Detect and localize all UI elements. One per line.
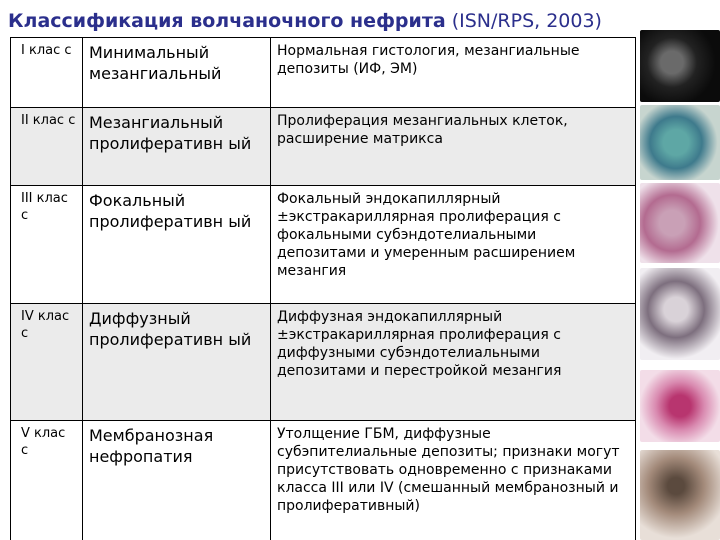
class-description-cell: Нормальная гистология, мезангиальные депозиты (ИФ, ЭМ) (271, 38, 636, 108)
classification-table (10, 37, 636, 540)
histology-micrograph-icon (640, 105, 720, 180)
histology-micrograph-icon (640, 30, 720, 102)
table-row (11, 421, 636, 540)
table-row (11, 108, 636, 186)
class-name-cell: Минимальный мезангиальный (83, 38, 271, 108)
table-row (11, 304, 636, 421)
histology-micrograph-icon (640, 183, 720, 263)
histology-micrograph-icon (640, 450, 720, 540)
class-cell: III клас с (11, 186, 83, 304)
class-description-cell: Утолщение ГБМ, диффузные субэпителиальные депозиты; признаки могут присутствовать одновременно с признаками класса III или IV (смешанный мембранозный и пролиферативный) (271, 421, 636, 540)
class-cell: IV клас с (11, 304, 83, 421)
class-name-cell: Фокальный пролиферативн ый (83, 186, 271, 304)
table-row (11, 38, 636, 108)
title-source: (ISN/RPS, 2003) (451, 10, 602, 32)
slide-title (8, 6, 720, 36)
title-main: Классификация волчаночного нефрита (8, 10, 446, 32)
class-name-cell: Диффузный пролиферативн ый (83, 304, 271, 421)
class-cell: I клас с (11, 38, 83, 108)
class-description-cell: Пролиферация мезангиальных клеток, расширение матрикса (271, 108, 636, 186)
histology-micrograph-icon (640, 268, 720, 360)
class-cell: V клас с (11, 421, 83, 540)
table-row (11, 186, 636, 304)
class-name-cell: Мезангиальный пролиферативн ый (83, 108, 271, 186)
class-description-cell: Фокальный эндокапиллярный ±экстракариллярная пролиферация с фокальными субэндотелиальными депозитами и умеренным расширением мезангия (271, 186, 636, 304)
class-name-cell: Мембранозная нефропатия (83, 421, 271, 540)
histology-micrograph-icon (640, 370, 720, 442)
class-description-cell: Диффузная эндокапиллярный ±экстракариллярная пролиферация с диффузными субэндотелиальными депозитами и перестройкой мезангия (271, 304, 636, 421)
class-cell: II клас с (11, 108, 83, 186)
